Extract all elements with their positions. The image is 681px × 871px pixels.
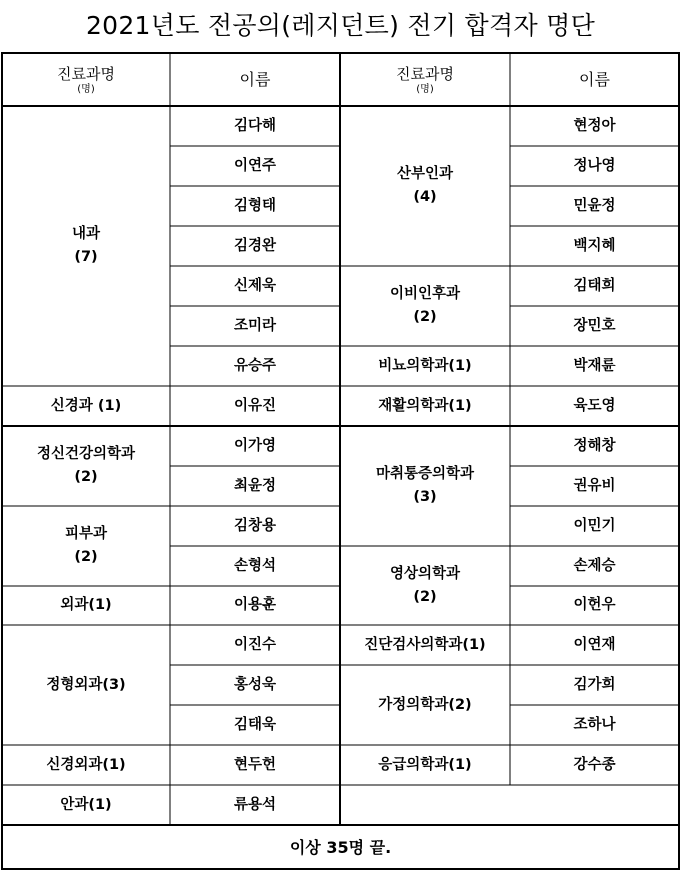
name-cell: 이용훈 (233, 597, 277, 613)
name-cell: 김다해 (233, 117, 277, 134)
name-cell: 김경완 (233, 237, 277, 254)
name-cell: 이진수 (233, 636, 277, 653)
dept-urology: 비뇨의학과(1) (378, 357, 472, 374)
dept-radiology: 영상의학과 (2) (389, 565, 461, 605)
name-cell: 이연주 (233, 157, 277, 174)
name-cell: 최윤정 (233, 477, 277, 494)
header-dept-right: 진료과명 (명) (396, 65, 454, 95)
name-cell: 손제승 (573, 557, 616, 574)
dept-surgery: 외과(1) (60, 597, 112, 613)
name-cell: 김형태 (233, 197, 277, 214)
name-cell: 현정아 (573, 117, 616, 134)
dept-psychiatry: 정신건강의학과 (2) (36, 446, 136, 485)
name-cell: 장민호 (573, 317, 616, 334)
name-cell: 김가희 (573, 676, 616, 693)
header-dept-left: 진료과명 (명) (57, 65, 115, 95)
dept-emergency: 응급의학과(1) (378, 756, 472, 773)
dept-internal-medicine: 내과 (7) (71, 226, 100, 265)
name-cell: 강수종 (573, 756, 616, 773)
dept-dermatology: 피부과 (2) (64, 526, 108, 565)
name-cell: 민윤정 (573, 197, 616, 214)
name-cell: 현두헌 (233, 756, 277, 773)
header-name-right: 이름 (579, 70, 610, 89)
dept-obgyn: 산부인과 (4) (396, 166, 454, 205)
name-cell: 정나영 (573, 157, 616, 174)
name-cell: 백지혜 (573, 237, 616, 254)
dept-family: 가정의학과(2) (378, 696, 472, 713)
name-cell: 홍성욱 (233, 676, 277, 693)
name-cell: 김태희 (573, 277, 616, 294)
dept-neurology: 신경과 (1) (50, 397, 122, 414)
name-cell: 유승주 (233, 357, 277, 374)
dept-ent: 이비인후과 (2) (389, 286, 461, 325)
page-title: 2021년도 전공의(레지던트) 전기 합격자 명단 (85, 11, 596, 40)
name-cell: 권유비 (573, 477, 616, 494)
name-cell: 이민기 (573, 517, 616, 534)
name-cell: 이헌우 (573, 597, 616, 613)
name-cell: 김태욱 (233, 716, 277, 733)
name-cell: 육도영 (573, 397, 616, 414)
dept-rehab: 재활의학과(1) (378, 397, 472, 414)
dept-orthopedics: 정형외과(3) (46, 676, 126, 693)
name-cell: 이연재 (573, 636, 616, 653)
dept-ophthalmology: 안과(1) (60, 796, 112, 813)
name-cell: 류용석 (233, 796, 277, 813)
name-cell: 정해창 (573, 437, 616, 454)
name-cell: 조미라 (233, 317, 277, 334)
header-name-left: 이름 (239, 70, 271, 89)
name-cell: 이가영 (233, 437, 277, 454)
name-cell: 손형석 (233, 557, 277, 574)
dept-anesthesia: 마취통증의학과 (3) (375, 466, 475, 505)
dept-labmed: 진단검사의학과(1) (364, 636, 486, 653)
name-cell: 조하나 (573, 716, 616, 733)
name-cell: 신제욱 (233, 277, 277, 294)
name-cell: 김창용 (233, 517, 277, 534)
name-cell: 박재륜 (573, 357, 616, 374)
name-cell: 이유진 (233, 397, 277, 414)
footer-total: 이상 35명 끝. (289, 837, 392, 857)
dept-neurosurgery: 신경외과(1) (46, 756, 126, 773)
